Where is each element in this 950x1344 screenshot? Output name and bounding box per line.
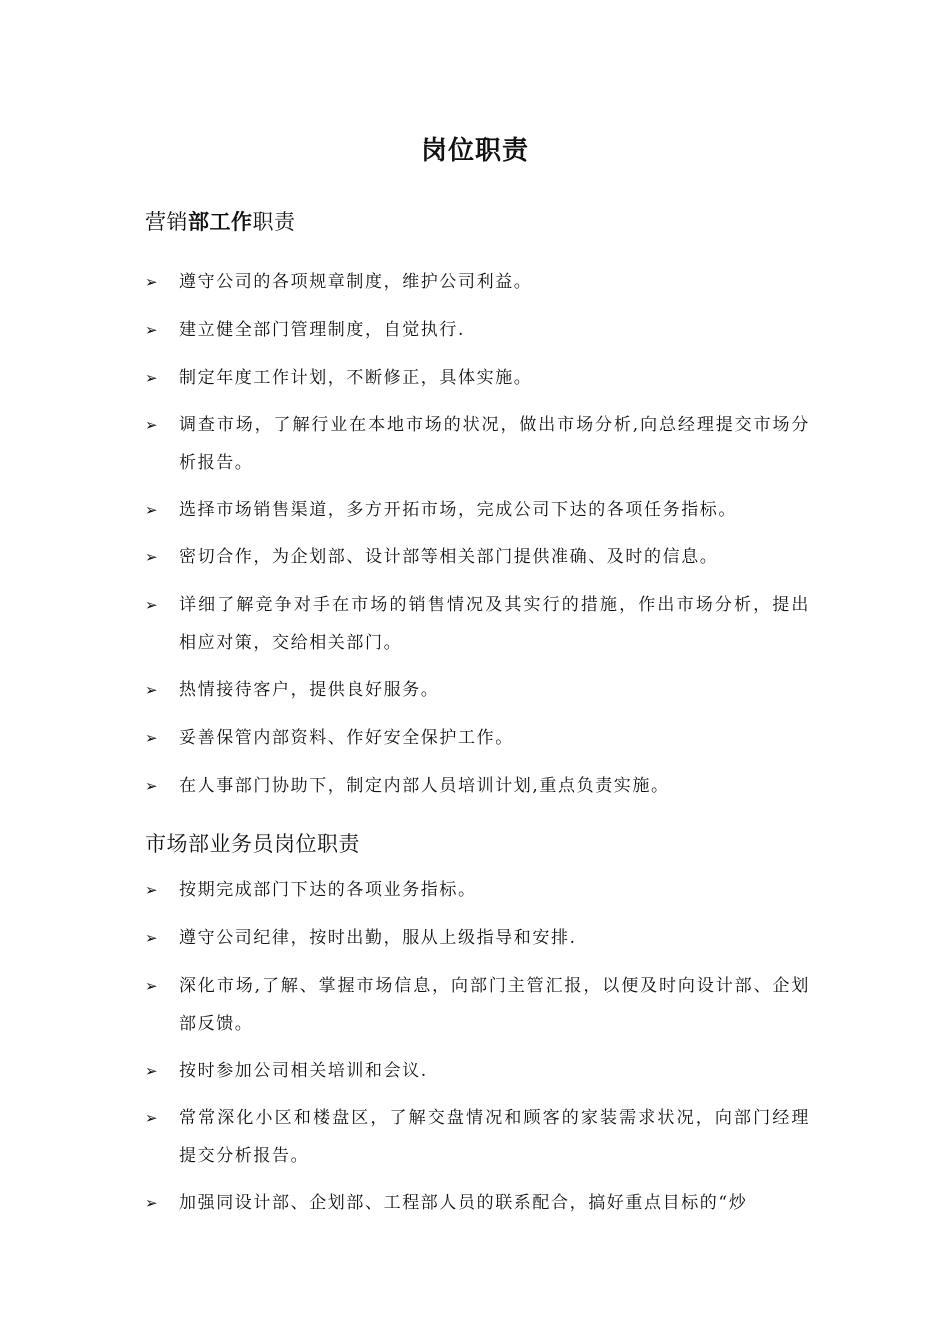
arrow-bullet-icon: ➢ (145, 977, 160, 995)
list-item-text: 常常深化小区和楼盘区，了解交盘情况和顾客的家装需求状况，向部门经理提交分析报告。 (179, 1108, 810, 1166)
arrow-bullet-icon: ➢ (145, 729, 160, 747)
arrow-bullet-icon: ➢ (145, 681, 160, 699)
list-item-text: 热情接待客户，提供良好服务。 (179, 680, 440, 700)
list-item (145, 406, 810, 482)
list-item (145, 767, 810, 805)
arrow-bullet-icon: ➢ (145, 548, 160, 566)
list-item (145, 586, 810, 662)
section-heading-prefix: 营销 (145, 210, 188, 234)
list-item-text: 制定年度工作计划，不断修正，具体实施。 (179, 368, 533, 388)
list-item-text: 深化市场,了解、掌握市场信息，向部门主管汇报，以便及时向设计部、企划部反馈。 (179, 976, 810, 1034)
list-item (145, 719, 810, 757)
section-heading-sales-staff (145, 828, 360, 858)
list-item (145, 1184, 810, 1222)
list-item-text: 按期完成部门下达的各项业务指标。 (179, 880, 477, 900)
list-item (145, 263, 810, 301)
arrow-bullet-icon: ➢ (145, 1194, 160, 1212)
list-item (145, 871, 810, 909)
section-heading-marketing-dept (145, 206, 296, 236)
list-item-text: 密切合作，为企划部、设计部等相关部门提供准确、及时的信息。 (179, 547, 719, 567)
list-item-text: 加强同设计部、企划部、工程部人员的联系配合，搞好重点目标的“炒 (179, 1193, 748, 1213)
list-item (145, 919, 810, 957)
arrow-bullet-icon: ➢ (145, 369, 160, 387)
arrow-bullet-icon: ➢ (145, 416, 160, 434)
list-item-text: 详细了解竞争对手在市场的销售情况及其实行的措施，作出市场分析，提出相应对策，交给相关部门。 (179, 595, 810, 653)
arrow-bullet-icon: ➢ (145, 1109, 160, 1127)
list-item-text: 按时参加公司相关培训和会议. (179, 1061, 428, 1081)
list-item (145, 671, 810, 709)
arrow-bullet-icon: ➢ (145, 501, 160, 519)
list-item-text: 遵守公司纪律，按时出勤，服从上级指导和安排. (179, 928, 577, 948)
section-heading-bold: 部工作 (188, 210, 253, 234)
document-title: 岗位职责 (420, 136, 529, 166)
list-item-text: 遵守公司的各项规章制度，维护公司利益。 (179, 272, 533, 292)
arrow-bullet-icon: ➢ (145, 929, 160, 947)
list-item-text: 调查市场，了解行业在本地市场的状况，做出市场分析,向总经理提交市场分析报告。 (179, 415, 810, 473)
list-item (145, 359, 810, 397)
arrow-bullet-icon: ➢ (145, 321, 160, 339)
list-item (145, 538, 810, 576)
list-item-text: 妥善保管内部资料、作好安全保护工作。 (179, 728, 514, 748)
list-item-text: 选择市场销售渠道，多方开拓市场，完成公司下达的各项任务指标。 (179, 500, 737, 520)
list-item (145, 491, 810, 529)
list-item (145, 1099, 810, 1175)
arrow-bullet-icon: ➢ (145, 596, 160, 614)
section-heading-prefix: 市场部业务员岗位职责 (145, 832, 360, 856)
list-item (145, 1052, 810, 1090)
list-item (145, 967, 810, 1043)
list-item-text: 在人事部门协助下，制定内部人员培训计划,重点负责实施。 (179, 776, 670, 796)
section-heading-suffix: 职责 (252, 210, 296, 234)
arrow-bullet-icon: ➢ (145, 777, 160, 795)
arrow-bullet-icon: ➢ (145, 1062, 160, 1080)
arrow-bullet-icon: ➢ (145, 881, 160, 899)
list-item-text: 建立健全部门管理制度，自觉执行. (179, 320, 466, 340)
arrow-bullet-icon: ➢ (145, 273, 160, 291)
list-item (145, 311, 810, 349)
